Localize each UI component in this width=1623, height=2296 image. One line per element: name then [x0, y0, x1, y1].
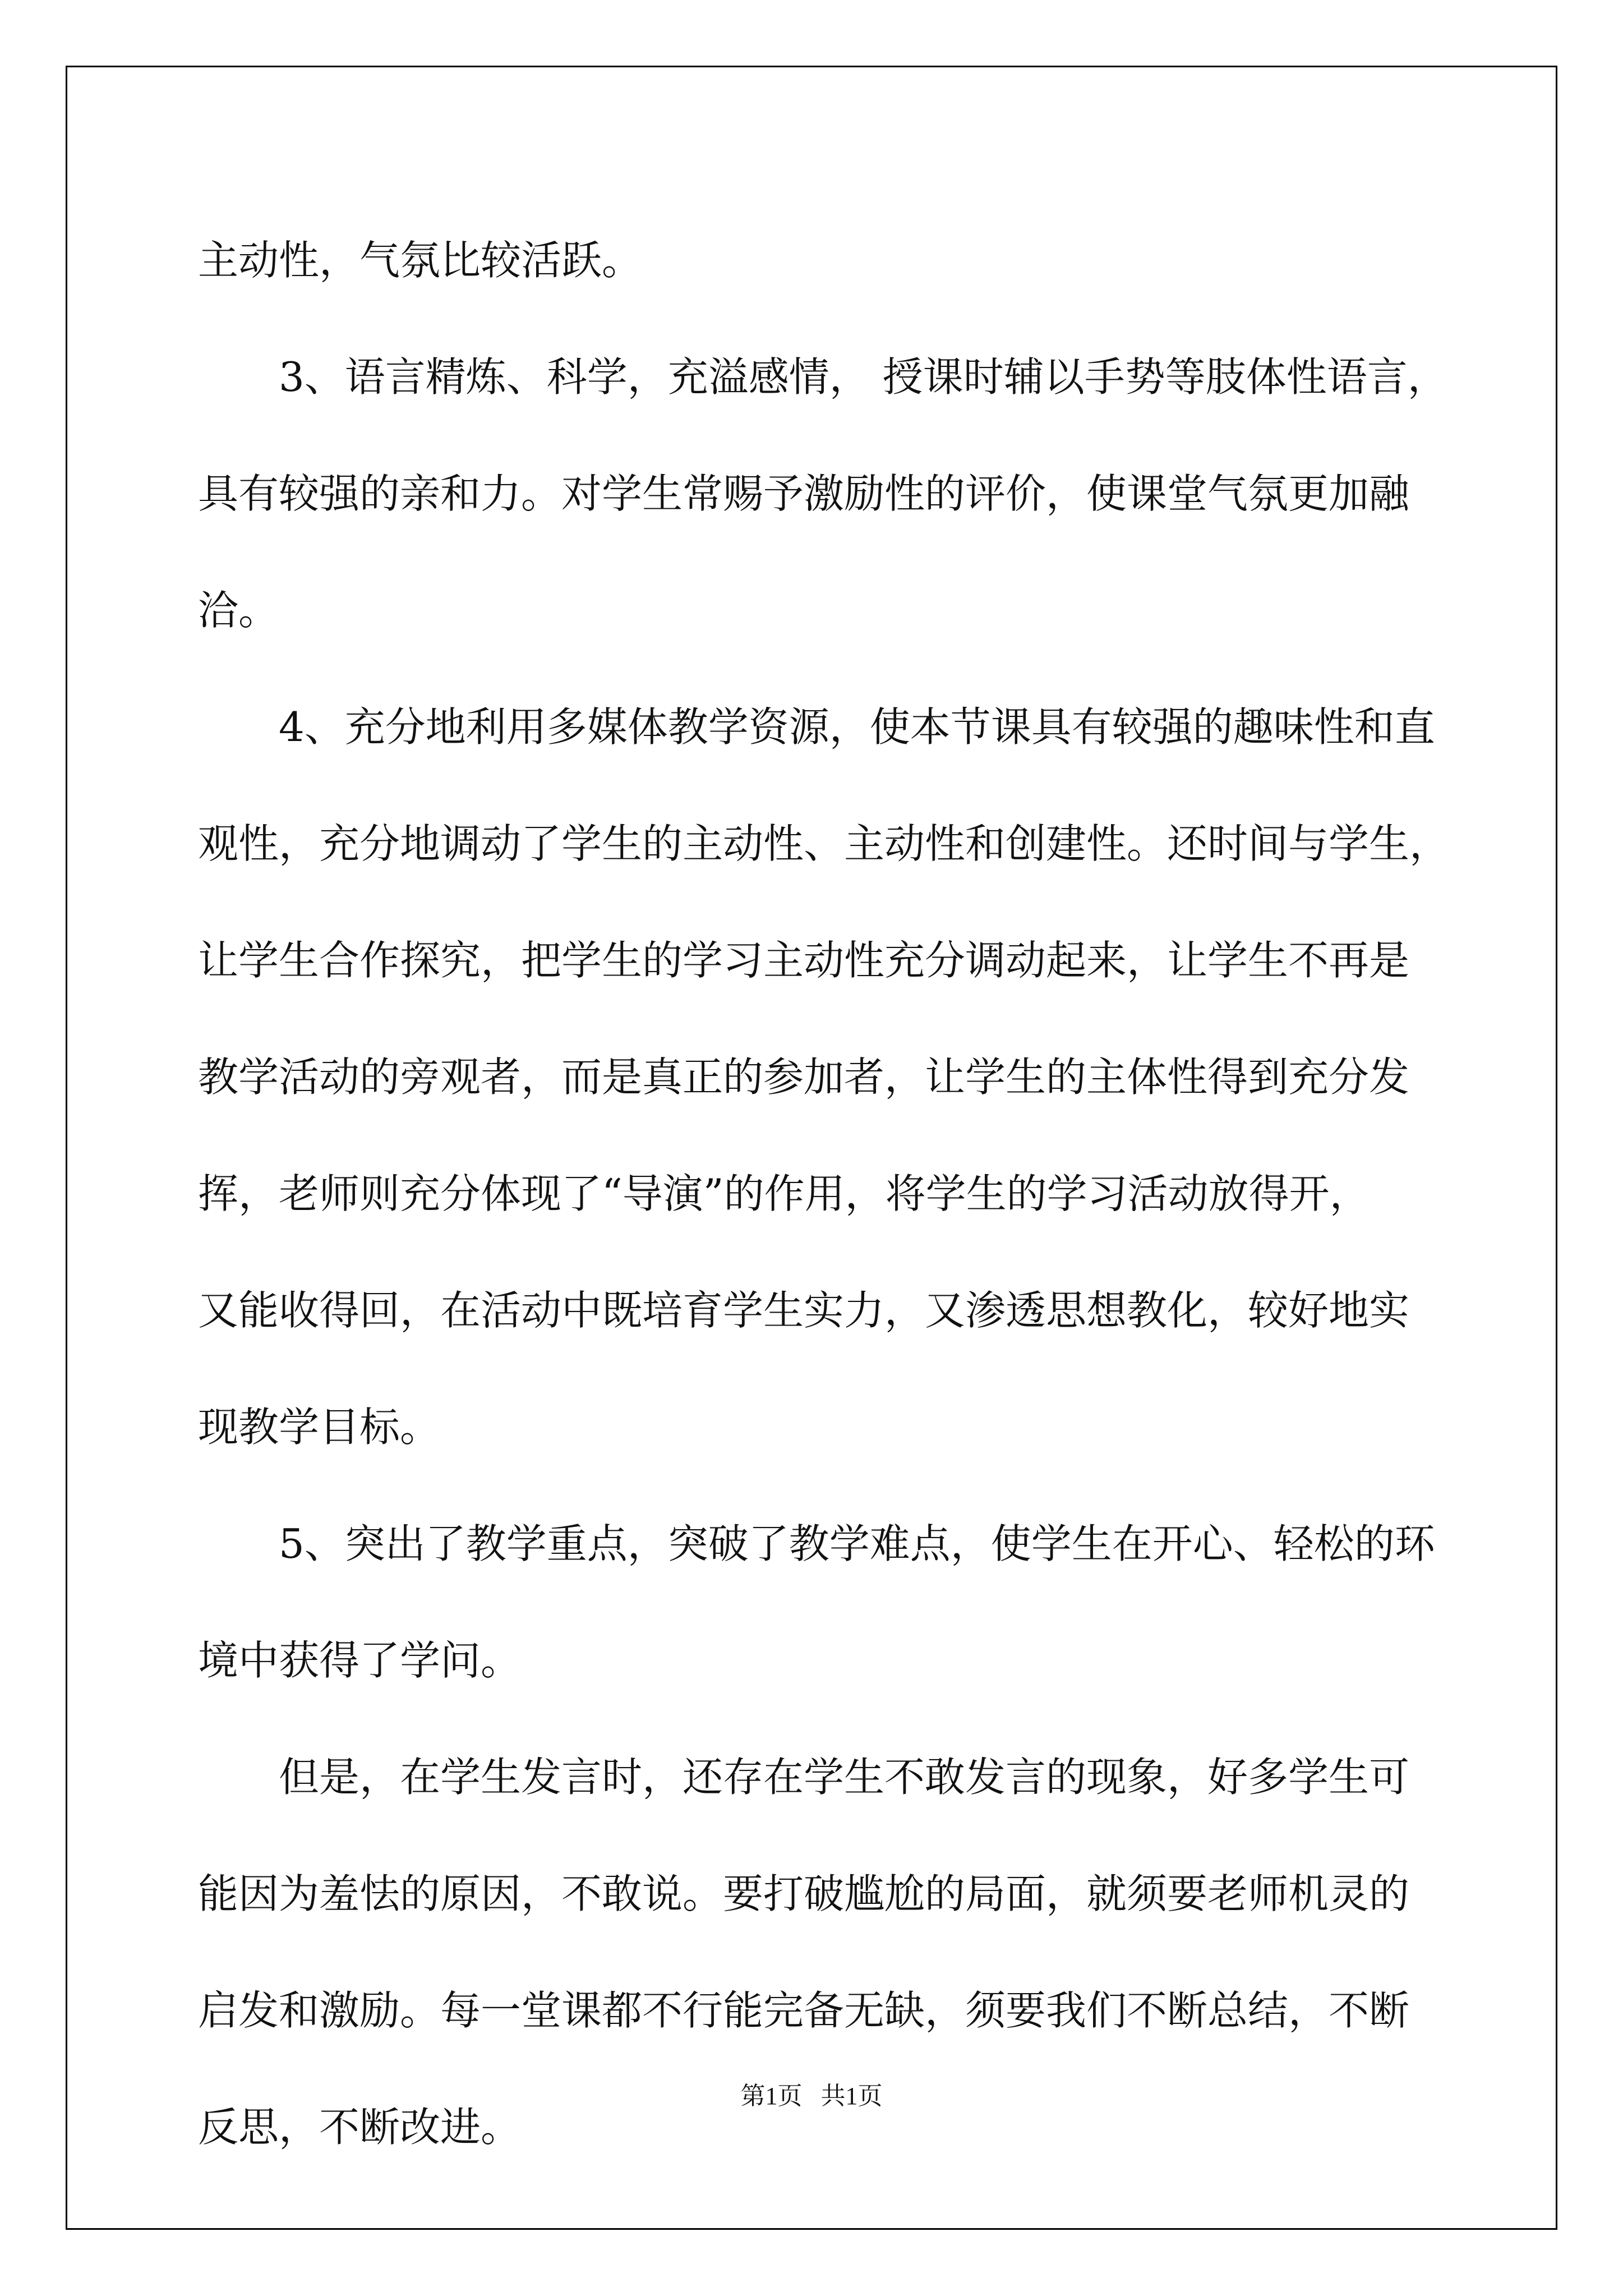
text-line: 4、充分地利用多媒体教学资源，使本节课具有较强的趣味性和直	[279, 703, 1435, 751]
text-line: 具有较强的亲和力。对学生常赐予激励性的评价，使课堂气氛更加融	[198, 470, 1410, 517]
text-line: 但是，在学生发言时，还存在学生不敢发言的现象，好多学生可	[279, 1754, 1410, 1801]
text-line: 启发和激励。每一堂课都不行能完备无缺，须要我们不断总结，不断	[198, 1987, 1410, 2034]
document-body	[198, 202, 1450, 2185]
text-line: 又能收得回，在活动中既培育学生实力，又渗透思想教化，较好地实	[198, 1287, 1410, 1334]
text-line: 反思，不断改进。	[198, 2104, 522, 2151]
text-line: 现教学目标。	[198, 1404, 441, 1451]
text-line: 主动性，气氛比较活跃。	[198, 237, 643, 284]
text-line: 境中获得了学问。	[198, 1637, 522, 1684]
text-line: 3、语言精炼、科学，充溢感情， 授课时辅以手势等肢体性语言，	[279, 353, 1448, 401]
text-line: 5、突出了教学重点，突破了教学难点，使学生在开心、轻松的环	[279, 1520, 1435, 1567]
text-line: 观性，充分地调动了学生的主动性、主动性和创建性。还时间与学生，	[198, 820, 1450, 867]
page-footer	[0, 2076, 1623, 2111]
text-line: 能因为羞怯的原因，不敢说。要打破尴尬的局面，就须要老师机灵的	[198, 1870, 1410, 1917]
text-line: 挥，老师则充分体现了“导演”的作用，将学生的学习活动放得开，	[198, 1170, 1370, 1217]
page-total: 共1页	[820, 2082, 883, 2110]
page-number: 第1页	[740, 2082, 803, 2110]
text-line: 教学活动的旁观者，而是真正的参加者，让学生的主体性得到充分发	[198, 1053, 1410, 1101]
text-line: 洽。	[198, 587, 279, 634]
text-line: 让学生合作探究，把学生的学习主动性充分调动起来，让学生不再是	[198, 937, 1410, 984]
